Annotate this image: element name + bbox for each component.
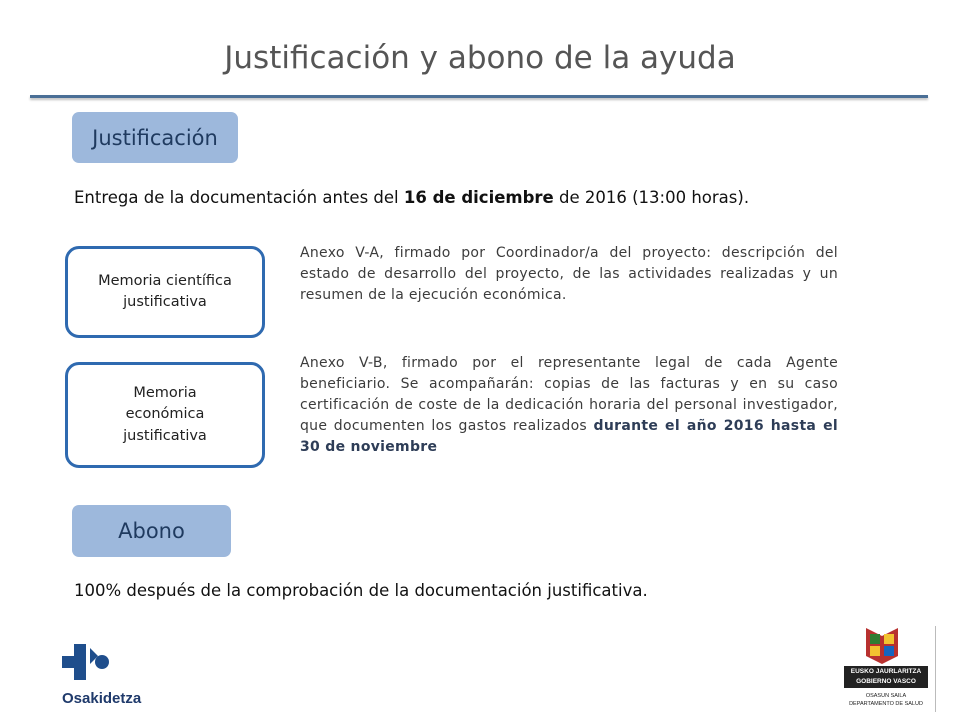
seal-line-1: EUSKO JAURLARITZA: [850, 668, 922, 675]
seal-line-4: DEPARTAMENTO DE SALUD: [849, 701, 923, 707]
section-label-text: Abono: [118, 519, 185, 543]
box-line: Memoria: [133, 385, 197, 402]
section-label-text: Justificación: [92, 125, 218, 150]
slide-title: Justificación y abono de la ayuda: [224, 40, 736, 76]
anexo-va-description: Anexo V-A, firmado por Coordinador/a del proyecto: descripción del estado de desarrollo del proyecto, de las actividades realizadas y un resumen de la ejecución económica.: [300, 245, 838, 303]
memoria-economica-box: [65, 362, 265, 468]
abono-description: 100% después de la comprobación de la documentación justificativa.: [74, 581, 648, 600]
memoria-cientifica-box: [65, 246, 265, 338]
osakidetza-logo-icon: [62, 640, 152, 712]
section-label-justificacion: [72, 112, 238, 163]
seal-line-2: GOBIERNO VASCO: [856, 678, 916, 685]
anexo-vb-text: Anexo V-B, firmado por el representante legal de cada Agente beneficiario. Se acompañarán: copias de las facturas y en su caso certificación de coste de la dedicación horaria del personal investigador, que documenten los gastos realizados: [300, 355, 838, 434]
section-label-abono: [72, 505, 231, 557]
box-line: económica: [125, 406, 205, 423]
anexo-vb-deadline: durante el año 2016 hasta el 30 de noviembre: [300, 418, 838, 455]
osakidetza-logo-text: Osakidetza: [62, 690, 142, 707]
justificacion-deadline: [74, 188, 749, 207]
box-line: justificativa: [123, 294, 207, 310]
seal-divider: [935, 626, 936, 712]
title-divider: [30, 95, 928, 98]
box-line: Memoria científica: [98, 272, 232, 289]
box-line: justificativa: [123, 427, 207, 444]
basque-government-seal-icon: [840, 626, 932, 712]
anexo-vb-description: [300, 353, 838, 458]
deadline-text-pre: Entrega de la documentación antes del: [74, 188, 404, 207]
deadline-text-post: de 2016 (13:00 horas).: [553, 188, 750, 207]
deadline-date: 16 de diciembre: [403, 188, 554, 207]
seal-line-3: OSASUN SAILA: [865, 693, 907, 699]
